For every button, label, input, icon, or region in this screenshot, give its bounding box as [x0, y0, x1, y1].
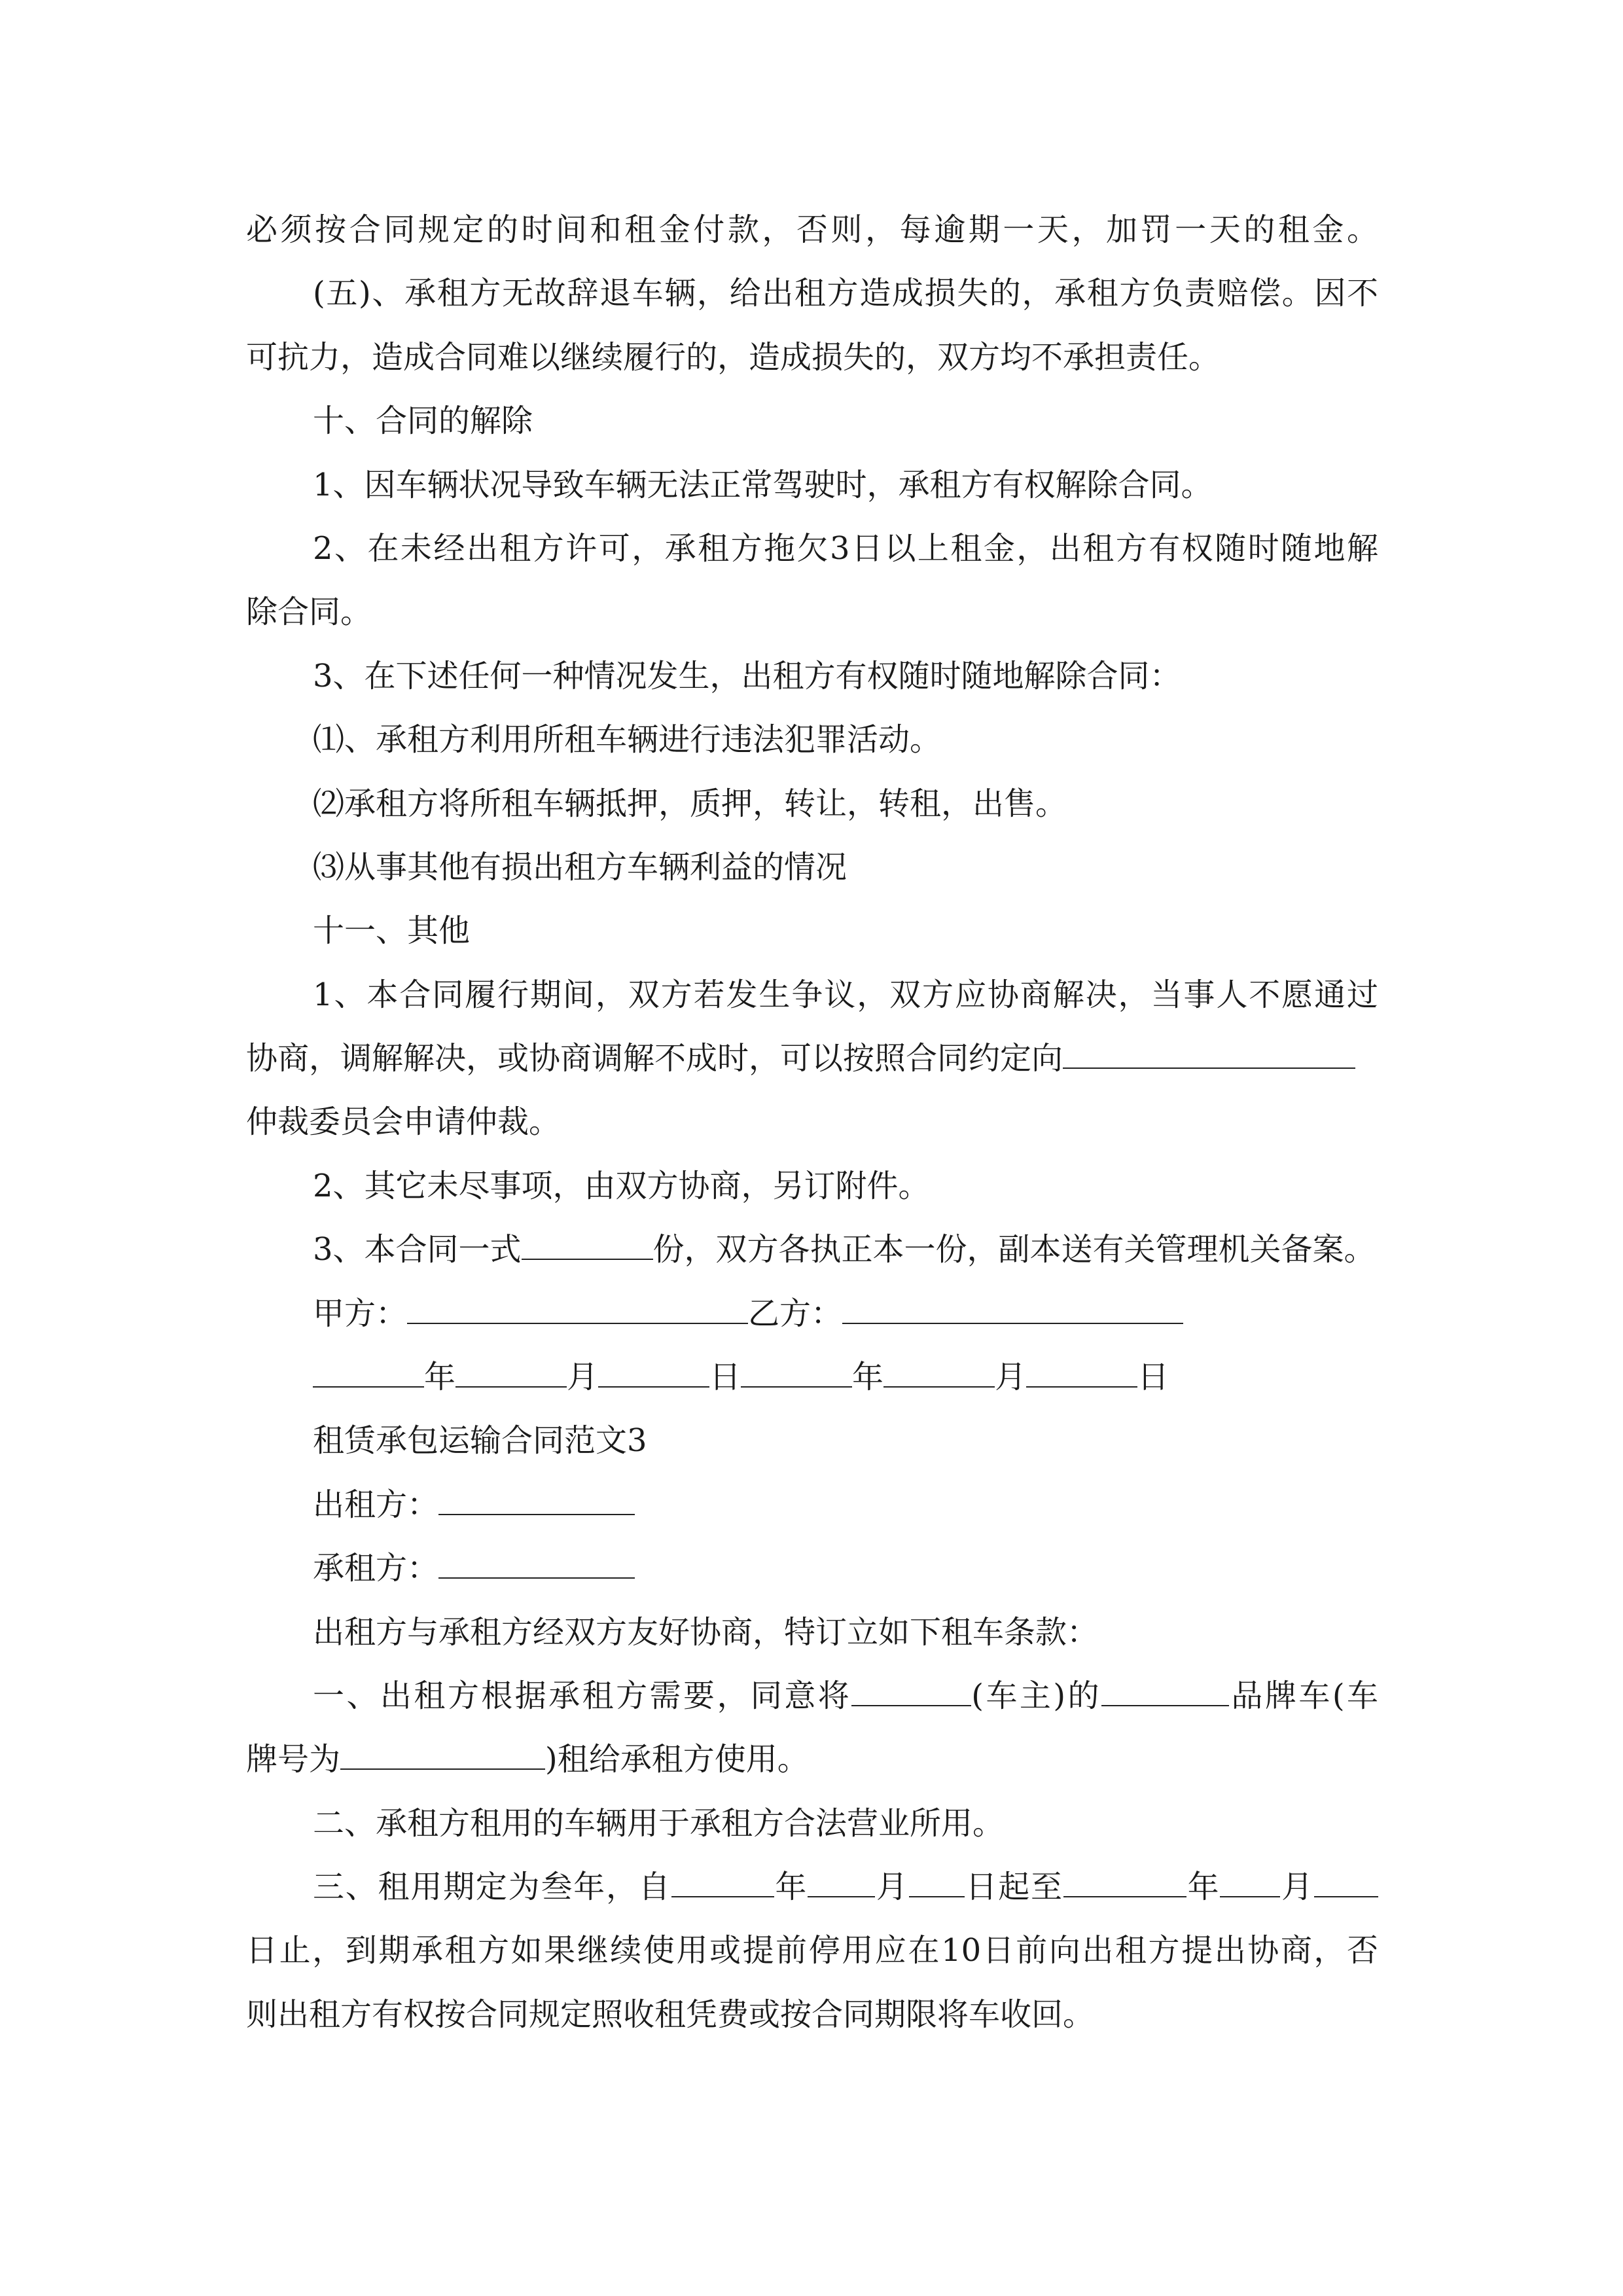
text: 月 — [995, 1359, 1027, 1395]
document-title: 租赁承包运输合同范文3 — [313, 1422, 647, 1459]
blank-field[interactable] — [455, 1367, 567, 1388]
owner-blank[interactable] — [851, 1685, 971, 1706]
blank-field[interactable] — [598, 1367, 709, 1388]
clause-line: 2、其它未尽事项，由双方协商，另订附件。 — [313, 1168, 930, 1204]
text: 月 — [875, 1869, 909, 1905]
party-b-blank[interactable] — [842, 1303, 1183, 1324]
brand-blank[interactable] — [1101, 1685, 1229, 1706]
text: 年 — [424, 1359, 456, 1395]
paragraph-line: 出租方与承租方经双方友好协商，特订立如下租车条款： — [313, 1614, 1099, 1651]
blank-field[interactable] — [1314, 1876, 1378, 1897]
clause-line: 除合同。 — [246, 594, 372, 630]
party-a-label: 甲方： — [313, 1295, 408, 1332]
lessor-blank[interactable] — [438, 1494, 635, 1515]
copies-blank[interactable] — [522, 1239, 653, 1260]
text: 年 — [1186, 1869, 1221, 1905]
text: 年 — [774, 1869, 808, 1905]
clause-line: 2、在未经出租方许可，承租方拖欠3日以上租金，出租方有权随时随地解 — [313, 530, 1378, 567]
sub-clause-line: ⑵承租方将所租车辆抵押，质押，转让，转租，出售。 — [313, 785, 1067, 822]
clause-line: 二、承租方租用的车辆用于承租方合法营业所用。 — [313, 1805, 1005, 1842]
section-heading-10: 十、合同的解除 — [313, 403, 533, 439]
blank-field[interactable] — [1063, 1048, 1355, 1069]
clause-line — [313, 1217, 1376, 1282]
clause-line — [313, 1855, 1378, 1919]
clause-line: 则出租方有权按合同规定照收租凭费或按合同期限将车收回。 — [246, 1996, 1095, 2033]
blank-field[interactable] — [313, 1367, 424, 1388]
blank-field[interactable] — [1063, 1876, 1186, 1897]
lessee-line — [313, 1536, 635, 1600]
party-b-label: 乙方： — [748, 1295, 843, 1332]
text: 品牌车(车 — [1229, 1677, 1378, 1714]
text: 三、租用期定为叁年，自 — [313, 1869, 671, 1905]
blank-field[interactable] — [1220, 1876, 1280, 1897]
date-line — [313, 1345, 1169, 1409]
text: 年 — [852, 1359, 884, 1395]
text: 份，双方各执正本一份，副本送有关管理机关备案。 — [652, 1231, 1376, 1268]
blank-field[interactable] — [671, 1876, 774, 1897]
clause-line: 仲裁委员会申请仲裁。 — [246, 1103, 561, 1140]
text: 牌号为 — [246, 1741, 341, 1778]
sub-clause-line: ⑴、承租方利用所租车辆进行违法犯罪活动。 — [313, 721, 942, 758]
party-a-blank[interactable] — [407, 1303, 748, 1324]
text: 协商，调解解决，或协商调解不成时，可以按照合同约定向 — [246, 1040, 1063, 1077]
paragraph-line: 可抗力，造成合同难以继续履行的，造成损失的，双方均不承担责任。 — [246, 339, 1221, 376]
text: 日 — [1137, 1359, 1169, 1395]
clause-line: 1、因车辆状况导致车辆无法正常驾驶时，承租方有权解除合同。 — [313, 467, 1213, 503]
text: 一、出租方根据承租方需要，同意将 — [313, 1677, 852, 1714]
text: )租给承租方使用。 — [545, 1741, 809, 1778]
text: 日 — [709, 1359, 741, 1395]
blank-field[interactable] — [1026, 1367, 1137, 1388]
text: 月 — [1280, 1869, 1314, 1905]
blank-field[interactable] — [883, 1367, 995, 1388]
clause-line — [313, 1664, 1378, 1728]
paragraph-line: 必须按合同规定的时间和租金付款，否则，每逾期一天，加罚一天的租金。 — [246, 211, 1378, 248]
clause-line: 1、本合同履行期间，双方若发生争议，双方应协商解决，当事人不愿通过 — [313, 977, 1378, 1013]
text: 月 — [567, 1359, 599, 1395]
clause-line: 日止，到期承租方如果继续使用或提前停用应在10日前向出租方提出协商，否 — [246, 1932, 1378, 1969]
text: 日起至 — [964, 1869, 1063, 1905]
lessee-label: 承租方： — [313, 1550, 439, 1587]
clause-line — [246, 1026, 1355, 1090]
blank-field[interactable] — [808, 1876, 875, 1897]
section-heading-11: 十一、其他 — [313, 912, 471, 949]
lessor-label: 出租方： — [313, 1486, 439, 1523]
clause-line — [246, 1727, 809, 1791]
blank-field[interactable] — [741, 1367, 852, 1388]
plate-number-blank[interactable] — [340, 1749, 545, 1770]
blank-field[interactable] — [909, 1876, 965, 1897]
clause-5-line: (五)、承租方无故辞退车辆，给出租方造成损失的，承租方负责赔偿。因不 — [313, 275, 1378, 312]
text: 3、本合同一式 — [313, 1231, 522, 1268]
clause-line: 3、在下述任何一种情况发生，出租方有权随时随地解除合同： — [313, 658, 1181, 694]
signature-line — [313, 1282, 1183, 1346]
text: (车主)的 — [971, 1677, 1101, 1714]
lessor-line — [313, 1473, 635, 1537]
lessee-blank[interactable] — [438, 1558, 635, 1579]
sub-clause-line: ⑶从事其他有损出租方车辆利益的情况 — [313, 849, 847, 886]
